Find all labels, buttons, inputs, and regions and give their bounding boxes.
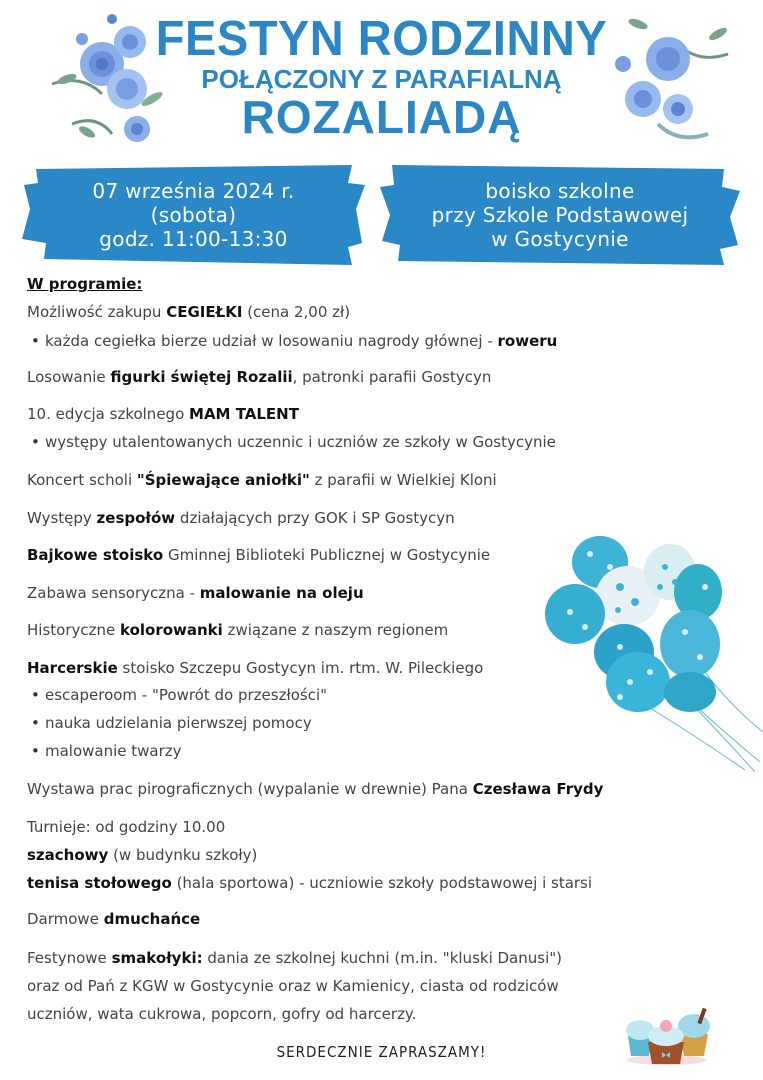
program-item: Darmowe dmuchańce <box>27 910 201 928</box>
program-item: Wystawa prac pirograficznych (wypalanie w drewnie) Pana Czesława Frydy <box>27 780 604 798</box>
event-weekday: (sobota) <box>150 203 237 227</box>
program-item: Losowanie figurki świętej Rozalii, patronki parafii Gostycyn <box>27 368 492 386</box>
program-subitem: • escaperoom - "Powrót do przeszłości" <box>27 686 327 704</box>
program-subitem: • występy utalentowanych uczennic i uczniów ze szkoły w Gostycynie <box>27 433 556 451</box>
program-item: Historyczne kolorowanki związane z naszym regionem <box>27 621 449 639</box>
program-item: Turnieje: od godziny 10.00 <box>27 818 226 836</box>
program-item: szachowy (w budynku szkoły) <box>27 846 258 864</box>
closing-invitation: SERDECZNIE ZAPRASZAMY! <box>276 1043 487 1061</box>
program-heading: W programie: <box>27 275 143 293</box>
title-line-1: FESTYN RODZINNY <box>155 9 608 66</box>
program-item: Festynowe smakołyki: dania ze szkolnej kuchni (m.in. "kluski Danusi") <box>27 949 562 967</box>
program-item: Występy zespołów działających przy GOK i SP Gostycyn <box>27 509 455 527</box>
program-item: Koncert scholi "Śpiewające aniołki" z parafii w Wielkiej Kloni <box>27 471 497 489</box>
program-item: Harcerskie stoisko Szczepu Gostycyn im. rtm. W. Pileckiego <box>27 659 484 677</box>
program-item: uczniów, wata cukrowa, popcorn, gofry od harcerzy. <box>27 1005 417 1023</box>
program-item: Możliwość zakupu CEGIEŁKI (cena 2,00 zł) <box>27 303 351 321</box>
location-banner <box>380 165 740 265</box>
date-banner <box>22 165 365 265</box>
location-line-2: przy Szkole Podstawowej <box>431 203 689 227</box>
program-item: oraz od Pań z KGW w Gostycynie oraz w Kamienicy, ciasta od rodziców <box>27 977 559 995</box>
program-item: Bajkowe stoisko Gminnej Biblioteki Publicznej w Gostycynie <box>27 546 491 564</box>
location-line-3: w Gostycynie <box>491 227 629 251</box>
program-subitem: • malowanie twarzy <box>27 742 182 760</box>
title-line-2: POŁĄCZONY Z PARAFIALNĄ <box>201 64 562 94</box>
event-title <box>0 9 763 143</box>
program-item: Zabawa sensoryczna - malowanie na oleju <box>27 584 364 602</box>
event-date: 07 września 2024 r. <box>92 179 295 203</box>
title-line-3: ROZALIADĄ <box>241 91 522 143</box>
program-item: 10. edycja szkolnego MAM TALENT <box>27 405 299 423</box>
program-item: tenisa stołowego (hala sportowa) - uczniowie szkoły podstawowej i starsi <box>27 874 593 892</box>
program-subitem: • nauka udzielania pierwszej pomocy <box>27 714 312 732</box>
program-subitem: • każda cegiełka bierze udział w losowaniu nagrody głównej - roweru <box>27 332 557 350</box>
event-time: godz. 11:00-13:30 <box>99 227 288 251</box>
balloons-bunch-icon <box>540 532 763 772</box>
location-line-1: boisko szkolne <box>485 179 635 203</box>
